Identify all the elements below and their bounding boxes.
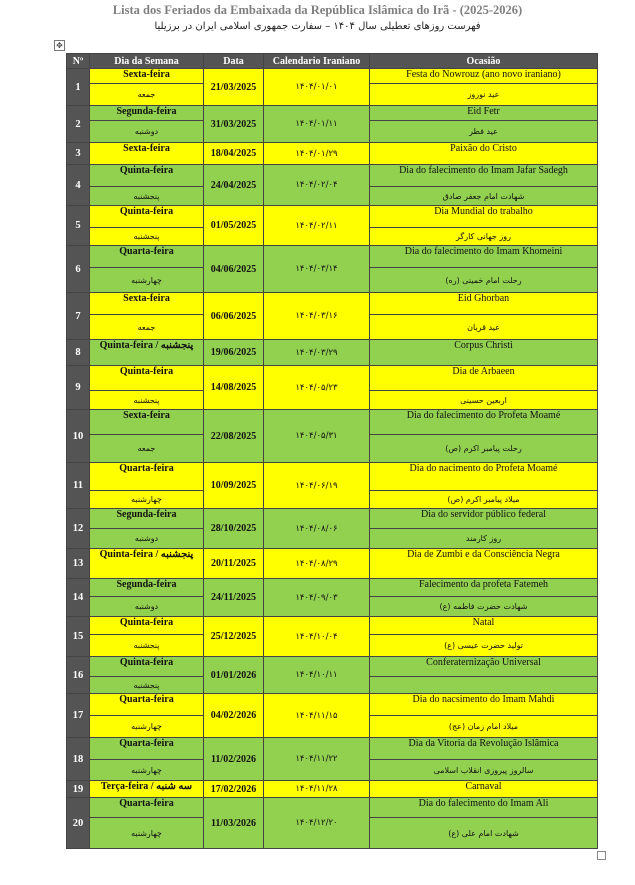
weekday-pt: Quinta-feira — [90, 366, 204, 391]
occasion-fa — [370, 677, 598, 694]
row-number: 13 — [67, 549, 90, 579]
weekday-fa: پنجشنبه — [90, 187, 204, 206]
occasion-pt: Eid Fetr — [370, 106, 598, 121]
occasion-fa: رحلت پیامبر اکرم (ص) — [370, 435, 598, 463]
occasion-pt: Corpus Christi — [370, 340, 598, 366]
weekday-pt: Quinta-feira / پنجشنبه — [90, 549, 204, 579]
gregorian-date: 24/04/2025 — [204, 165, 264, 206]
gregorian-date: 19/06/2025 — [204, 340, 264, 366]
weekday-fa: دوشنبه — [90, 529, 204, 549]
gregorian-date: 01/05/2025 — [204, 206, 264, 246]
weekday-pt: Quarta-feira — [90, 463, 204, 491]
header-num: Nº — [67, 54, 90, 69]
occasion-pt: Carnaval — [370, 781, 598, 798]
iranian-date: ۱۴۰۴/۰۳/۲۹ — [264, 340, 370, 366]
resize-handle-icon[interactable] — [597, 851, 606, 860]
weekday-pt: Sexta-feira — [90, 69, 204, 84]
occasion-fa: سالروز پیروزی انقلاب اسلامی — [370, 760, 598, 781]
occasion-pt: Dia de Zumbi e da Consciência Negra — [370, 549, 598, 579]
weekday-fa: چهارشنبه — [90, 760, 204, 781]
occasion-fa: شهادت حضرت فاطمه (ع) — [370, 597, 598, 617]
iranian-date: ۱۴۰۴/۱۰/۰۴ — [264, 617, 370, 657]
row-number: 4 — [67, 165, 90, 206]
row-number: 8 — [67, 340, 90, 366]
table-row — [67, 366, 598, 391]
occasion-pt: Dia do nacimento do Profeta Moamé — [370, 463, 598, 491]
row-number: 3 — [67, 143, 90, 165]
occasion-fa: عید قربان — [370, 315, 598, 340]
table-row — [67, 293, 598, 315]
row-number: 18 — [67, 738, 90, 781]
iranian-date: ۱۴۰۴/۱۱/۲۸ — [264, 781, 370, 798]
table-row — [67, 143, 598, 165]
row-number: 17 — [67, 694, 90, 738]
weekday-pt: Sexta-feira — [90, 410, 204, 435]
table-row — [67, 579, 598, 597]
occasion-pt: Dia do nacsimento do Imam Mahdi — [370, 694, 598, 716]
page-subtitle: فهرست روزهای تعطیلی سال ۱۴۰۴ – سفارت جمهوری اسلامی ایران در برزیلیا — [154, 21, 481, 32]
holiday-table — [66, 53, 598, 849]
iranian-date: ۱۴۰۴/۰۲/۱۱ — [264, 206, 370, 246]
table-row — [67, 617, 598, 635]
weekday-pt: Quinta-feira — [90, 165, 204, 187]
weekday-fa: پنجشنبه — [90, 391, 204, 410]
table-row — [67, 657, 598, 677]
row-number: 5 — [67, 206, 90, 246]
weekday-fa: جمعه — [90, 315, 204, 340]
iranian-date: ۱۴۰۴/۱۰/۱۱ — [264, 657, 370, 694]
header-occasion: Ocasião — [370, 54, 598, 69]
header-day: Dia da Semana — [90, 54, 204, 69]
occasion-pt: Festa do Nowrouz (ano novo iraniano) — [370, 69, 598, 84]
occasion-fa: روز کارمند — [370, 529, 598, 549]
table-row — [67, 165, 598, 187]
occasion-fa: اربعین حسینی — [370, 391, 598, 410]
row-number: 10 — [67, 410, 90, 463]
occasion-fa: عید نوروز — [370, 84, 598, 106]
gregorian-date: 14/08/2025 — [204, 366, 264, 410]
row-number: 9 — [67, 366, 90, 410]
occasion-pt: Eid Ghorban — [370, 293, 598, 315]
gregorian-date: 06/06/2025 — [204, 293, 264, 340]
weekday-pt: Sexta-feira — [90, 293, 204, 315]
weekday-pt: Quarta-feira — [90, 738, 204, 760]
row-number: 7 — [67, 293, 90, 340]
row-number: 20 — [67, 798, 90, 849]
occasion-pt: Dia Mundial do trabalho — [370, 206, 598, 228]
row-number: 19 — [67, 781, 90, 798]
table-row — [67, 410, 598, 435]
gregorian-date: 20/11/2025 — [204, 549, 264, 579]
gregorian-date: 22/08/2025 — [204, 410, 264, 463]
table-row — [67, 246, 598, 268]
table-row — [67, 106, 598, 121]
occasion-fa: میلاد امام زمان (عج) — [370, 716, 598, 738]
occasion-fa: شهادت امام علی (ع) — [370, 818, 598, 849]
gregorian-date: 01/01/2026 — [204, 657, 264, 694]
gregorian-date: 11/03/2026 — [204, 798, 264, 849]
table-row — [67, 798, 598, 818]
iranian-date: ۱۴۰۴/۱۲/۲۰ — [264, 798, 370, 849]
occasion-pt: Dia do falecimento do Imam Jafar Sadegh — [370, 165, 598, 187]
gregorian-date: 31/03/2025 — [204, 106, 264, 143]
iranian-date: ۱۴۰۴/۰۵/۳۱ — [264, 410, 370, 463]
iranian-date: ۱۴۰۴/۱۱/۱۵ — [264, 694, 370, 738]
weekday-fa: دوشنبه — [90, 597, 204, 617]
page-title: Lista dos Feriados da Embaixada da República Islâmica do Irã - (2025-2026) — [112, 3, 523, 17]
iranian-date: ۱۴۰۴/۰۸/۰۶ — [264, 509, 370, 549]
iranian-date: ۱۴۰۴/۰۸/۲۹ — [264, 549, 370, 579]
occasion-fa: شهادت امام جعفر صادق — [370, 187, 598, 206]
table-row — [67, 69, 598, 84]
row-number: 16 — [67, 657, 90, 694]
row-number: 14 — [67, 579, 90, 617]
weekday-pt: Quinta-feira — [90, 617, 204, 635]
weekday-pt: Segunda-feira — [90, 106, 204, 121]
occasion-fa: تولید حضرت عیسی (ع) — [370, 635, 598, 657]
iranian-date: ۱۴۰۴/۱۱/۲۲ — [264, 738, 370, 781]
row-number: 2 — [67, 106, 90, 143]
occasion-fa: رحلت امام خمینی (ره) — [370, 268, 598, 293]
table-row — [67, 694, 598, 716]
weekday-pt: Quinta-feira — [90, 206, 204, 228]
iranian-date: ۱۴۰۴/۰۲/۰۴ — [264, 165, 370, 206]
gregorian-date: 21/03/2025 — [204, 69, 264, 106]
weekday-fa: چهارشنبه — [90, 818, 204, 849]
weekday-pt: Quarta-feira — [90, 246, 204, 268]
occasion-pt: Natal — [370, 617, 598, 635]
header-iranian-calendar: Calendario Iraniano — [264, 54, 370, 69]
move-handle-icon[interactable]: ✥ — [54, 40, 65, 51]
weekday-fa: جمعه — [90, 435, 204, 463]
occasion-pt: Dia do falecimento do Profeta Moamé — [370, 410, 598, 435]
weekday-fa: چهارشنبه — [90, 491, 204, 509]
weekday-pt: Sexta-feira — [90, 143, 204, 165]
weekday-pt: Segunda-feira — [90, 509, 204, 529]
occasion-pt: Dia do falecimento do Imam Ali — [370, 798, 598, 818]
occasion-pt: Conferaternização Universal — [370, 657, 598, 677]
gregorian-date: 18/04/2025 — [204, 143, 264, 165]
occasion-pt: Falecimento da profeta Fatemeh — [370, 579, 598, 597]
table-row — [67, 463, 598, 491]
occasion-pt: Dia da Vitoria da Revolução Islâmica — [370, 738, 598, 760]
occasion-fa: روز جهانی کارگر — [370, 228, 598, 246]
weekday-fa: جمعه — [90, 84, 204, 106]
iranian-date: ۱۴۰۴/۰۵/۲۳ — [264, 366, 370, 410]
header-date: Data — [204, 54, 264, 69]
occasion-pt: Paixão do Cristo — [370, 143, 598, 165]
weekday-fa: چهارشنبه — [90, 268, 204, 293]
weekday-fa: چهارشنبه — [90, 716, 204, 738]
row-number: 11 — [67, 463, 90, 509]
iranian-date: ۱۴۰۴/۰۱/۲۹ — [264, 143, 370, 165]
gregorian-date: 04/06/2025 — [204, 246, 264, 293]
row-number: 1 — [67, 69, 90, 106]
table-row — [67, 781, 598, 798]
iranian-date: ۱۴۰۴/۰۳/۱۶ — [264, 293, 370, 340]
gregorian-date: 28/10/2025 — [204, 509, 264, 549]
row-number: 12 — [67, 509, 90, 549]
gregorian-date: 04/02/2026 — [204, 694, 264, 738]
iranian-date: ۱۴۰۴/۰۶/۱۹ — [264, 463, 370, 509]
table-row — [67, 509, 598, 529]
iranian-date: ۱۴۰۴/۰۳/۱۴ — [264, 246, 370, 293]
table-row — [67, 206, 598, 228]
table-row — [67, 340, 598, 366]
gregorian-date: 24/11/2025 — [204, 579, 264, 617]
weekday-fa: پنجشنبه — [90, 228, 204, 246]
row-number: 15 — [67, 617, 90, 657]
table-header-row — [67, 54, 598, 69]
occasion-fa: عید فطر — [370, 121, 598, 143]
occasion-pt: Dia do servidor público federal — [370, 509, 598, 529]
weekday-pt: Terça-feira / سه شنبه — [90, 781, 204, 798]
weekday-fa: پنجشنبه — [90, 677, 204, 694]
weekday-pt: Quinta-feira / پنجشنبه — [90, 340, 204, 366]
iranian-date: ۱۴۰۴/۰۹/۰۳ — [264, 579, 370, 617]
weekday-pt: Segunda-feira — [90, 579, 204, 597]
weekday-pt: Quarta-feira — [90, 694, 204, 716]
occasion-pt: Dia do falecimento do Imam Khomeini — [370, 246, 598, 268]
row-number: 6 — [67, 246, 90, 293]
iranian-date: ۱۴۰۴/۰۱/۱۱ — [264, 106, 370, 143]
weekday-fa: پنجشنبه — [90, 635, 204, 657]
gregorian-date: 11/02/2026 — [204, 738, 264, 781]
weekday-pt: Quinta-feira — [90, 657, 204, 677]
gregorian-date: 25/12/2025 — [204, 617, 264, 657]
gregorian-date: 10/09/2025 — [204, 463, 264, 509]
iranian-date: ۱۴۰۴/۰۱/۰۱ — [264, 69, 370, 106]
weekday-pt: Quarta-feira — [90, 798, 204, 818]
gregorian-date: 17/02/2026 — [204, 781, 264, 798]
table-row — [67, 549, 598, 579]
occasion-pt: Dia de Arbaeen — [370, 366, 598, 391]
occasion-fa: میلاد پیامبر اکرم (ص) — [370, 491, 598, 509]
weekday-fa: دوشنبه — [90, 121, 204, 143]
table-row — [67, 738, 598, 760]
